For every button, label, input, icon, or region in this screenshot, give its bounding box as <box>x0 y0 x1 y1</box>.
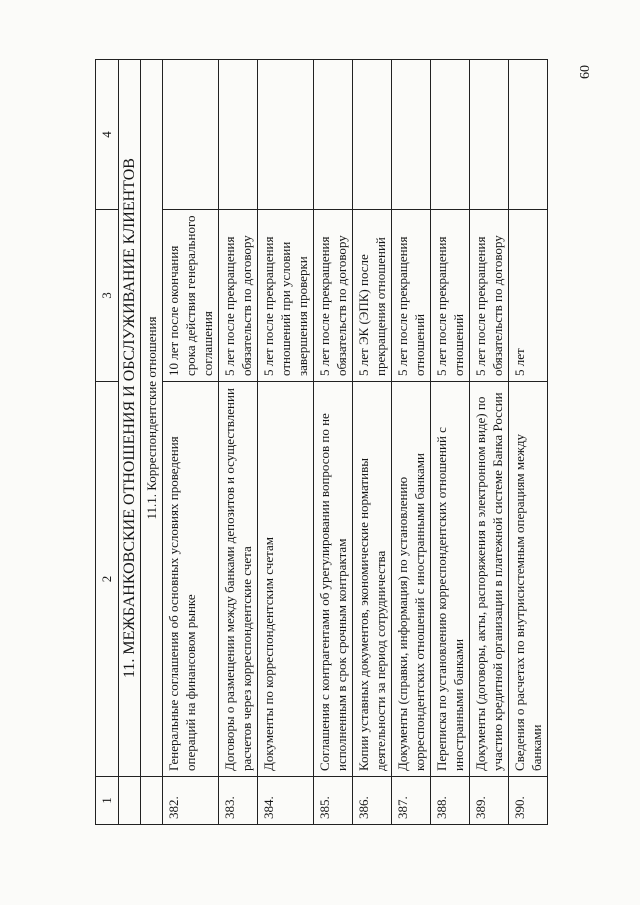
row-retention-period: 5 лет после прекращения отношений <box>392 210 431 382</box>
row-document-type: Документы (договоры, акты, распоряжения в электронном виде) по участию кредитной организации в платежной системе Банка России <box>470 382 509 777</box>
row-note <box>258 60 314 210</box>
row-note <box>219 60 258 210</box>
row-retention-period: 5 лет после прекращения отношений <box>431 210 470 382</box>
table-row <box>163 60 219 825</box>
table-row <box>392 60 431 825</box>
subsection-title: 11.1. Корреспондентские отношения <box>141 60 163 777</box>
table-row <box>353 60 392 825</box>
page-number: 60 <box>578 65 593 79</box>
row-number: 382. <box>163 777 219 825</box>
header-row <box>96 60 119 825</box>
row-document-type: Генеральные соглашения об основных условиях проведения операций на финансовом рынке <box>163 382 219 777</box>
row-retention-period: 5 лет после прекращения обязательств по договору <box>470 210 509 382</box>
row-document-type: Переписка по установлению корреспондентских отношений с иностранными банками <box>431 382 470 777</box>
subsection-empty-cell <box>141 777 163 825</box>
row-retention-period: 5 лет <box>509 210 548 382</box>
retention-table <box>95 59 548 825</box>
row-retention-period: 5 лет после прекращения обязательств по договору <box>219 210 258 382</box>
table-row <box>219 60 258 825</box>
table-row <box>258 60 314 825</box>
row-document-type: Договоры о размещении между банками депозитов и осуществлении расчетов через корреспондентские счета <box>219 382 258 777</box>
row-number: 390. <box>509 777 548 825</box>
subsection-row <box>141 60 163 825</box>
section-row <box>119 60 141 825</box>
row-number: 385. <box>314 777 353 825</box>
row-note <box>314 60 353 210</box>
row-number: 384. <box>258 777 314 825</box>
row-note <box>353 60 392 210</box>
row-document-type: Сведения о расчетах по внутрисистемным операциям между банками <box>509 382 548 777</box>
table-row <box>509 60 548 825</box>
row-number: 387. <box>392 777 431 825</box>
rotated-table-wrapper <box>95 60 544 825</box>
row-note <box>392 60 431 210</box>
row-number: 388. <box>431 777 470 825</box>
row-number: 383. <box>219 777 258 825</box>
table-row <box>470 60 509 825</box>
table-row <box>431 60 470 825</box>
row-document-type: Документы (справки, информация) по установлению корреспондентских отношений с иностранными банками <box>392 382 431 777</box>
row-number: 389. <box>470 777 509 825</box>
row-document-type: Документы по корреспондентским счетам <box>258 382 314 777</box>
header-col-1: 1 <box>96 777 119 825</box>
header-col-4: 4 <box>96 60 119 210</box>
row-document-type: Копии уставных документов, экономические нормативы деятельности за период сотрудничества <box>353 382 392 777</box>
row-number: 386. <box>353 777 392 825</box>
header-col-2: 2 <box>96 382 119 777</box>
table-row <box>314 60 353 825</box>
row-retention-period: 10 лет после окончания срока действия генерального соглашения <box>163 210 219 382</box>
row-note <box>163 60 219 210</box>
row-note <box>509 60 548 210</box>
row-retention-period: 5 лет после прекращения обязательств по договору <box>314 210 353 382</box>
header-col-3: 3 <box>96 210 119 382</box>
row-retention-period: 5 лет ЭК (ЭПК) после прекращения отношений <box>353 210 392 382</box>
row-retention-period: 5 лет после прекращения отношений при условии завершения проверки <box>258 210 314 382</box>
row-note <box>431 60 470 210</box>
row-document-type: Соглашения с контрагентами об урегулировании вопросов по не исполненным в срок срочным контрактам <box>314 382 353 777</box>
row-note <box>470 60 509 210</box>
section-title: 11. МЕЖБАНКОВСКИЕ ОТНОШЕНИЯ И ОБСЛУЖИВАНИЕ КЛИЕНТОВ <box>119 60 141 777</box>
section-empty-cell <box>119 777 141 825</box>
